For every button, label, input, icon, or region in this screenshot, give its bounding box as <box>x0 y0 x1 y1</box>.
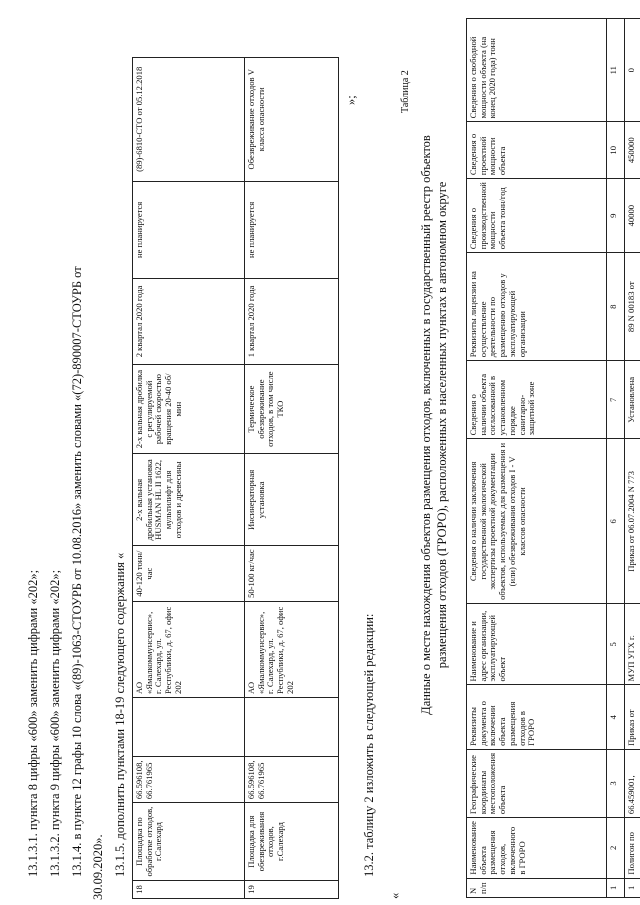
t2-h-design-capacity: Сведения о проектной мощности объекта <box>467 122 607 179</box>
t2-n-9: 9 <box>607 179 625 253</box>
t1-r18-capacity: 40-120 тонн/час <box>133 546 245 602</box>
t2-h-expertise: Сведения о наличии заключения государственной экологической экспертизы проектной документации объектов, используемых для размещения и (или) обезвреживания отходов I - V классов опасности <box>467 439 607 604</box>
paragraph-13-1-3-1: 13.1.3.1. пункта 8 цифры «600» заменить цифрами «202»; <box>26 569 40 877</box>
t2-r1-production-capacity: 40000 <box>625 179 640 253</box>
t2-r1-design-capacity: 450000 <box>625 122 640 179</box>
t1-r19-license: Обезвреживание отходов V класса опасности <box>245 58 339 182</box>
t1-r18-start-date: 2 квартал 2020 года <box>133 279 245 365</box>
t2-n-11: 11 <box>607 19 625 122</box>
t2-r1-operator: МУП УГХ г. <box>625 604 640 685</box>
t2-h-free-capacity: Сведения о свободной мощности объекта (на конец 2020 года) тонн <box>467 19 607 122</box>
table-2-header-row <box>467 19 607 898</box>
t1-r18-plan: не планируется <box>133 181 245 279</box>
table-2-groro <box>466 18 640 898</box>
t2-h-operator: Наименование и адрес организации, эксплуатирующей объект <box>467 604 607 685</box>
table-2-row-1 <box>625 19 640 898</box>
t2-n-5: 5 <box>607 604 625 685</box>
table-1-additions <box>132 57 339 899</box>
t2-n-7: 7 <box>607 361 625 439</box>
t1-r19-name: Площадка для обезвреживания отходов, г.Салехард <box>245 803 339 881</box>
t1-r19-start-date: 1 квартал 2020 года <box>245 279 339 365</box>
table-1-row-19 <box>245 58 339 899</box>
t1-r19-doc <box>245 697 339 757</box>
paragraph-13-1-5: 13.1.5. дополнить пунктами 18-19 следующего содержания « <box>113 552 127 877</box>
t2-h-production-capacity: Сведения о производственной мощности объекта тонн/год <box>467 179 607 253</box>
t2-n-1: 1 <box>607 878 625 897</box>
paragraph-13-1-3-2: 13.1.3.2. пункта 9 цифры «600» заменить цифрами «202»; <box>48 569 62 877</box>
t2-n-3: 3 <box>607 749 625 817</box>
t1-r19-capacity: 50-100 кг/час <box>245 546 339 602</box>
t2-n-2: 2 <box>607 818 625 879</box>
paragraph-13-1-4: 13.1.4. в пункте 12 графы 10 слова «(89)-1063-СТОУРБ от 10.08.2016» заменить словами «(72)-890007-СТОУРБ от <box>70 266 84 877</box>
table-2-title-line-1: Данные о месте нахождения объектов размещения отходов, включенных в государственный реестр объектов <box>419 135 433 715</box>
t1-r18-technology: 2-х вальная дробилка с регулируемой рабочей скоростью вращения 20-40 об/мин <box>133 364 245 454</box>
t2-n-4: 4 <box>607 685 625 749</box>
t1-r19-plan: не планируется <box>245 181 339 279</box>
table-1-row-18 <box>133 58 245 899</box>
t2-h-license: Реквизиты лицензии на осуществление деятельности по размещению отходов у эксплуатирующей организации <box>467 253 607 361</box>
t1-r18-name: Площадка по обработке отходов, г.Салехард <box>133 803 245 881</box>
table-2-title <box>418 65 451 785</box>
table-2-title-line-2: размещения отходов (ГРОРО), расположенных в населенных пунктах в автономном округе <box>435 181 450 669</box>
opening-quote-mark: « <box>388 892 402 899</box>
t2-r1-expertise: Приказ от 06.07.2004 N 773 <box>625 439 640 604</box>
t1-r19-operator: АО «Ямалкоммунсервис», г. Салехард, ул. Республики, д. 67, офис 202 <box>245 602 339 698</box>
t2-h-coords: Географические координаты местоположения объекта <box>467 749 607 817</box>
t1-r18-num: 18 <box>133 881 245 899</box>
t2-n-10: 10 <box>607 122 625 179</box>
t1-r19-coords: 66.596108, 66.761965 <box>245 757 339 803</box>
t1-r18-equipment: 2-х вальная дробильная установка HUSMAN HL II 1622, мультилифт для отходов и древесины <box>133 454 245 546</box>
t2-r1-name: Полигон по <box>625 818 640 879</box>
t1-r19-technology: Термическое обезвреживание отходов, в том числе ТКО <box>245 364 339 454</box>
t2-h-sanitary-zone: Сведения о наличии объекта согласованной в установленном порядке санитарно-защитной зоне <box>467 361 607 439</box>
table-2-label: Таблица 2 <box>400 70 411 113</box>
t1-r18-operator: АО «Ямалкоммунсервис», г. Салехард, ул. Республики, д. 67, офис 202 <box>133 602 245 698</box>
t2-r1-num: 1 <box>625 878 640 897</box>
t2-r1-free-capacity: 0 <box>625 19 640 122</box>
t2-h-doc: Реквизиты документа о включении объекта размещения отходов в ГРОРО <box>467 685 607 749</box>
t1-r18-doc <box>133 697 245 757</box>
t2-h-name: Наименование объекта размещения отходов, включенного в ГРОРО <box>467 818 607 879</box>
t1-r19-equipment: Инсинераторная установка <box>245 454 339 546</box>
t2-n-6: 6 <box>607 439 625 604</box>
t2-r1-license: 89 N 00183 от <box>625 253 640 361</box>
t1-r18-license: (89)-6810-СТО от 05.12.2018 <box>133 58 245 182</box>
t2-r1-coords: 66.459001, <box>625 749 640 817</box>
t1-r18-coords: 66.596108, 66.761965 <box>133 757 245 803</box>
paragraph-13-1-4-continued: 30.09.2020». <box>91 834 105 900</box>
t2-r1-doc: Приказ от <box>625 685 640 749</box>
table-2-number-row <box>607 19 625 898</box>
t2-n-8: 8 <box>607 253 625 361</box>
t2-r1-sanitary-zone: Установлена <box>625 361 640 439</box>
t2-h-num: N п/п <box>467 878 607 897</box>
t1-r19-num: 19 <box>245 881 339 899</box>
paragraph-13-2: 13.2. таблицу 2 изложить в следующей редакции: <box>362 613 376 877</box>
closing-quote-mark: »; <box>344 95 358 105</box>
